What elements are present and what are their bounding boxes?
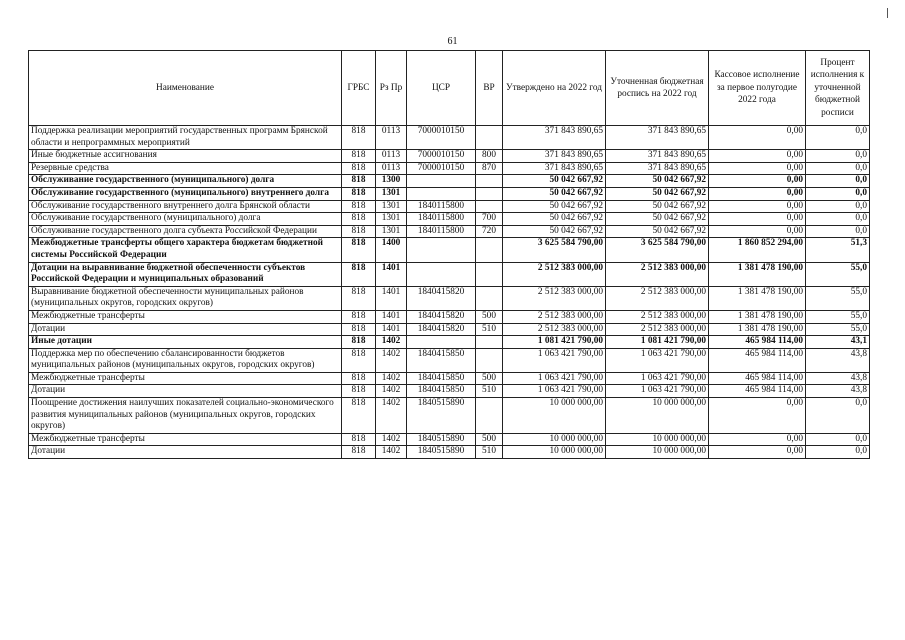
- cell-percent: 55,0: [806, 286, 870, 310]
- cell-vr: [476, 187, 503, 200]
- cell-name: Обслуживание государственного внутреннего долга Брянской области: [29, 200, 342, 213]
- cell-vr: [476, 398, 503, 434]
- cell-csr: 1840515890: [407, 433, 476, 446]
- cell-rzpr: 0113: [376, 162, 407, 175]
- cell-name: Иные бюджетные ассигнования: [29, 150, 342, 163]
- cell-refined: 2 512 383 000,00: [606, 286, 709, 310]
- cell-rzpr: 1402: [376, 336, 407, 349]
- cell-csr: 1840115800: [407, 213, 476, 226]
- table-row: [29, 323, 870, 336]
- col-header-grbs: ГРБС: [342, 51, 376, 126]
- cell-name: Обслуживание государственного (муниципального) долга: [29, 213, 342, 226]
- cell-cash: 0,00: [709, 398, 806, 434]
- cell-percent: 43,8: [806, 372, 870, 385]
- cell-rzpr: 1401: [376, 323, 407, 336]
- table-row: [29, 187, 870, 200]
- cell-csr: 1840115800: [407, 225, 476, 238]
- cell-vr: 500: [476, 310, 503, 323]
- cell-rzpr: 1301: [376, 187, 407, 200]
- cell-grbs: 818: [342, 225, 376, 238]
- cell-cash: 465 984 114,00: [709, 385, 806, 398]
- cell-cash: 1 381 478 190,00: [709, 323, 806, 336]
- cell-csr: 7000010150: [407, 126, 476, 150]
- cell-name: Обслуживание государственного (муниципального) долга: [29, 175, 342, 188]
- table-row: [29, 446, 870, 459]
- cell-refined: 1 063 421 790,00: [606, 372, 709, 385]
- cell-percent: 43,8: [806, 385, 870, 398]
- cell-refined: 2 512 383 000,00: [606, 262, 709, 286]
- cell-name: Обслуживание государственного (муниципального) внутреннего долга: [29, 187, 342, 200]
- table-header-row: [29, 51, 870, 126]
- cell-rzpr: 1301: [376, 200, 407, 213]
- cell-percent: 0,0: [806, 446, 870, 459]
- col-header-cash: Кассовое исполнение за первое полугодие 2022 года: [709, 51, 806, 126]
- cell-name: Межбюджетные трансферты общего характера бюджетам бюджетной системы Российской Федерации: [29, 238, 342, 262]
- table-row: [29, 225, 870, 238]
- cell-grbs: 818: [342, 433, 376, 446]
- cell-rzpr: 1402: [376, 385, 407, 398]
- table-row: [29, 336, 870, 349]
- cell-cash: 465 984 114,00: [709, 348, 806, 372]
- cell-percent: 0,0: [806, 433, 870, 446]
- cell-grbs: 818: [342, 213, 376, 226]
- cell-percent: 0,0: [806, 200, 870, 213]
- page-number: 61: [447, 36, 458, 47]
- cell-refined: 50 042 667,92: [606, 187, 709, 200]
- cell-vr: [476, 262, 503, 286]
- cell-cash: 0,00: [709, 187, 806, 200]
- cell-refined: 10 000 000,00: [606, 433, 709, 446]
- cell-cash: 0,00: [709, 213, 806, 226]
- cell-cash: 0,00: [709, 162, 806, 175]
- cell-cash: 0,00: [709, 126, 806, 150]
- col-header-refined: Уточненная бюджетная роспись на 2022 год: [606, 51, 709, 126]
- cell-grbs: 818: [342, 126, 376, 150]
- table-row: [29, 385, 870, 398]
- cell-approved: 10 000 000,00: [503, 398, 606, 434]
- cell-name: Поощрение достижения наилучших показателей социально-экономического развития муниципальных районов (муниципальных округов, городских округов): [29, 398, 342, 434]
- cell-name: Дотации на выравнивание бюджетной обеспеченности субъектов Российской Федерации и муниципальных образований: [29, 262, 342, 286]
- cell-csr: 1840415820: [407, 286, 476, 310]
- cell-grbs: 818: [342, 310, 376, 323]
- cell-rzpr: 1401: [376, 286, 407, 310]
- cell-grbs: 818: [342, 286, 376, 310]
- cell-approved: 2 512 383 000,00: [503, 286, 606, 310]
- cell-percent: 0,0: [806, 162, 870, 175]
- col-header-name: Наименование: [29, 51, 342, 126]
- cell-approved: 2 512 383 000,00: [503, 310, 606, 323]
- cell-csr: 1840415820: [407, 310, 476, 323]
- cell-grbs: 818: [342, 187, 376, 200]
- cell-percent: 0,0: [806, 150, 870, 163]
- table-row: [29, 162, 870, 175]
- cell-cash: 1 381 478 190,00: [709, 286, 806, 310]
- cell-vr: 500: [476, 433, 503, 446]
- cell-vr: 720: [476, 225, 503, 238]
- cell-approved: 50 042 667,92: [503, 187, 606, 200]
- table-row: [29, 348, 870, 372]
- table-row: [29, 126, 870, 150]
- cell-vr: 700: [476, 213, 503, 226]
- cell-cash: 0,00: [709, 225, 806, 238]
- cell-refined: 3 625 584 790,00: [606, 238, 709, 262]
- cell-percent: 55,0: [806, 323, 870, 336]
- cell-cash: 0,00: [709, 446, 806, 459]
- cell-rzpr: 1400: [376, 238, 407, 262]
- cell-grbs: 818: [342, 150, 376, 163]
- cell-cash: 0,00: [709, 433, 806, 446]
- cell-refined: 371 843 890,65: [606, 162, 709, 175]
- cell-vr: 800: [476, 150, 503, 163]
- col-header-vr: ВР: [476, 51, 503, 126]
- cell-cash: 465 984 114,00: [709, 372, 806, 385]
- cell-percent: 55,0: [806, 262, 870, 286]
- table-row: [29, 238, 870, 262]
- cell-rzpr: 1301: [376, 213, 407, 226]
- cell-grbs: 818: [342, 398, 376, 434]
- cell-percent: 0,0: [806, 225, 870, 238]
- cell-percent: 43,1: [806, 336, 870, 349]
- cell-name: Дотации: [29, 446, 342, 459]
- cell-vr: [476, 175, 503, 188]
- cell-cash: 1 381 478 190,00: [709, 262, 806, 286]
- cell-grbs: 818: [342, 372, 376, 385]
- cell-grbs: 818: [342, 262, 376, 286]
- cell-refined: 50 042 667,92: [606, 175, 709, 188]
- cell-csr: [407, 336, 476, 349]
- cell-csr: 7000010150: [407, 162, 476, 175]
- cell-percent: 55,0: [806, 310, 870, 323]
- cell-vr: 500: [476, 372, 503, 385]
- cell-name: Межбюджетные трансферты: [29, 310, 342, 323]
- cell-csr: 1840415850: [407, 348, 476, 372]
- col-header-percent: Процент исполнения к уточненной бюджетной росписи: [806, 51, 870, 126]
- cell-rzpr: 1300: [376, 175, 407, 188]
- cell-approved: 1 063 421 790,00: [503, 348, 606, 372]
- cell-rzpr: 1402: [376, 372, 407, 385]
- cell-name: Межбюджетные трансферты: [29, 433, 342, 446]
- cell-name: Дотации: [29, 385, 342, 398]
- table-row: [29, 200, 870, 213]
- cell-csr: 1840415820: [407, 323, 476, 336]
- cell-rzpr: 0113: [376, 150, 407, 163]
- cell-percent: 0,0: [806, 398, 870, 434]
- cell-vr: [476, 336, 503, 349]
- table-row: [29, 398, 870, 434]
- cell-grbs: 818: [342, 162, 376, 175]
- cell-csr: 1840115800: [407, 200, 476, 213]
- cell-rzpr: 1401: [376, 310, 407, 323]
- cell-refined: 1 081 421 790,00: [606, 336, 709, 349]
- cell-csr: [407, 187, 476, 200]
- col-header-rzpr: Рз Пр: [376, 51, 407, 126]
- cell-approved: 371 843 890,65: [503, 162, 606, 175]
- cell-vr: [476, 348, 503, 372]
- cell-name: Дотации: [29, 323, 342, 336]
- cell-approved: 10 000 000,00: [503, 446, 606, 459]
- cell-approved: 2 512 383 000,00: [503, 262, 606, 286]
- cell-approved: 371 843 890,65: [503, 126, 606, 150]
- col-header-csr: ЦСР: [407, 51, 476, 126]
- cell-csr: 1840515890: [407, 446, 476, 459]
- cell-csr: 1840415850: [407, 385, 476, 398]
- cell-cash: 1 381 478 190,00: [709, 310, 806, 323]
- cell-cash: 465 984 114,00: [709, 336, 806, 349]
- cell-grbs: 818: [342, 238, 376, 262]
- cell-vr: 510: [476, 446, 503, 459]
- table-row: [29, 213, 870, 226]
- cell-approved: 50 042 667,92: [503, 225, 606, 238]
- table-row: [29, 262, 870, 286]
- cell-vr: [476, 238, 503, 262]
- cell-refined: 2 512 383 000,00: [606, 310, 709, 323]
- cell-name: Резервные средства: [29, 162, 342, 175]
- cell-name: Поддержка мер по обеспечению сбалансированности бюджетов муниципальных районов (муниципальных округов, городских округов): [29, 348, 342, 372]
- cell-grbs: 818: [342, 200, 376, 213]
- cell-rzpr: 1301: [376, 225, 407, 238]
- scan-edge-mark: [887, 8, 888, 18]
- cell-cash: 0,00: [709, 200, 806, 213]
- cell-percent: 43,8: [806, 348, 870, 372]
- cell-rzpr: 1402: [376, 398, 407, 434]
- table-row: [29, 310, 870, 323]
- cell-name: Выравнивание бюджетной обеспеченности муниципальных районов (муниципальных округов, городских округов): [29, 286, 342, 310]
- cell-name: Межбюджетные трансферты: [29, 372, 342, 385]
- cell-refined: 10 000 000,00: [606, 398, 709, 434]
- cell-grbs: 818: [342, 175, 376, 188]
- cell-name: Иные дотации: [29, 336, 342, 349]
- cell-approved: 2 512 383 000,00: [503, 323, 606, 336]
- cell-csr: [407, 262, 476, 286]
- cell-vr: [476, 126, 503, 150]
- cell-vr: [476, 200, 503, 213]
- cell-grbs: 818: [342, 336, 376, 349]
- cell-vr: 870: [476, 162, 503, 175]
- cell-refined: 50 042 667,92: [606, 225, 709, 238]
- cell-vr: [476, 286, 503, 310]
- cell-vr: 510: [476, 385, 503, 398]
- cell-grbs: 818: [342, 323, 376, 336]
- cell-percent: 0,0: [806, 213, 870, 226]
- cell-csr: 1840415850: [407, 372, 476, 385]
- budget-execution-table: [28, 50, 870, 459]
- cell-grbs: 818: [342, 348, 376, 372]
- cell-rzpr: 1401: [376, 262, 407, 286]
- cell-approved: 3 625 584 790,00: [503, 238, 606, 262]
- table-row: [29, 175, 870, 188]
- cell-grbs: 818: [342, 446, 376, 459]
- table-row: [29, 372, 870, 385]
- cell-refined: 1 063 421 790,00: [606, 385, 709, 398]
- cell-approved: 50 042 667,92: [503, 200, 606, 213]
- cell-rzpr: 1402: [376, 348, 407, 372]
- table-row: [29, 150, 870, 163]
- cell-cash: 1 860 852 294,00: [709, 238, 806, 262]
- cell-name: Обслуживание государственного долга субъекта Российской Федерации: [29, 225, 342, 238]
- cell-refined: 50 042 667,92: [606, 200, 709, 213]
- cell-cash: 0,00: [709, 175, 806, 188]
- cell-approved: 50 042 667,92: [503, 213, 606, 226]
- cell-percent: 51,3: [806, 238, 870, 262]
- cell-approved: 1 081 421 790,00: [503, 336, 606, 349]
- table-row: [29, 286, 870, 310]
- cell-refined: 371 843 890,65: [606, 126, 709, 150]
- cell-approved: 371 843 890,65: [503, 150, 606, 163]
- cell-approved: 10 000 000,00: [503, 433, 606, 446]
- cell-percent: 0,0: [806, 175, 870, 188]
- cell-csr: 1840515890: [407, 398, 476, 434]
- cell-vr: 510: [476, 323, 503, 336]
- cell-approved: 1 063 421 790,00: [503, 385, 606, 398]
- cell-rzpr: 0113: [376, 126, 407, 150]
- cell-percent: 0,0: [806, 187, 870, 200]
- cell-csr: 7000010150: [407, 150, 476, 163]
- cell-refined: 50 042 667,92: [606, 213, 709, 226]
- cell-percent: 0,0: [806, 126, 870, 150]
- cell-rzpr: 1402: [376, 433, 407, 446]
- cell-refined: 2 512 383 000,00: [606, 323, 709, 336]
- cell-name: Поддержка реализации мероприятий государственных программ Брянской области и непрограммных мероприятий: [29, 126, 342, 150]
- cell-refined: 10 000 000,00: [606, 446, 709, 459]
- cell-csr: [407, 175, 476, 188]
- cell-approved: 1 063 421 790,00: [503, 372, 606, 385]
- cell-approved: 50 042 667,92: [503, 175, 606, 188]
- cell-csr: [407, 238, 476, 262]
- cell-refined: 371 843 890,65: [606, 150, 709, 163]
- cell-cash: 0,00: [709, 150, 806, 163]
- cell-refined: 1 063 421 790,00: [606, 348, 709, 372]
- cell-grbs: 818: [342, 385, 376, 398]
- table-row: [29, 433, 870, 446]
- col-header-approved: Утверждено на 2022 год: [503, 51, 606, 126]
- cell-rzpr: 1402: [376, 446, 407, 459]
